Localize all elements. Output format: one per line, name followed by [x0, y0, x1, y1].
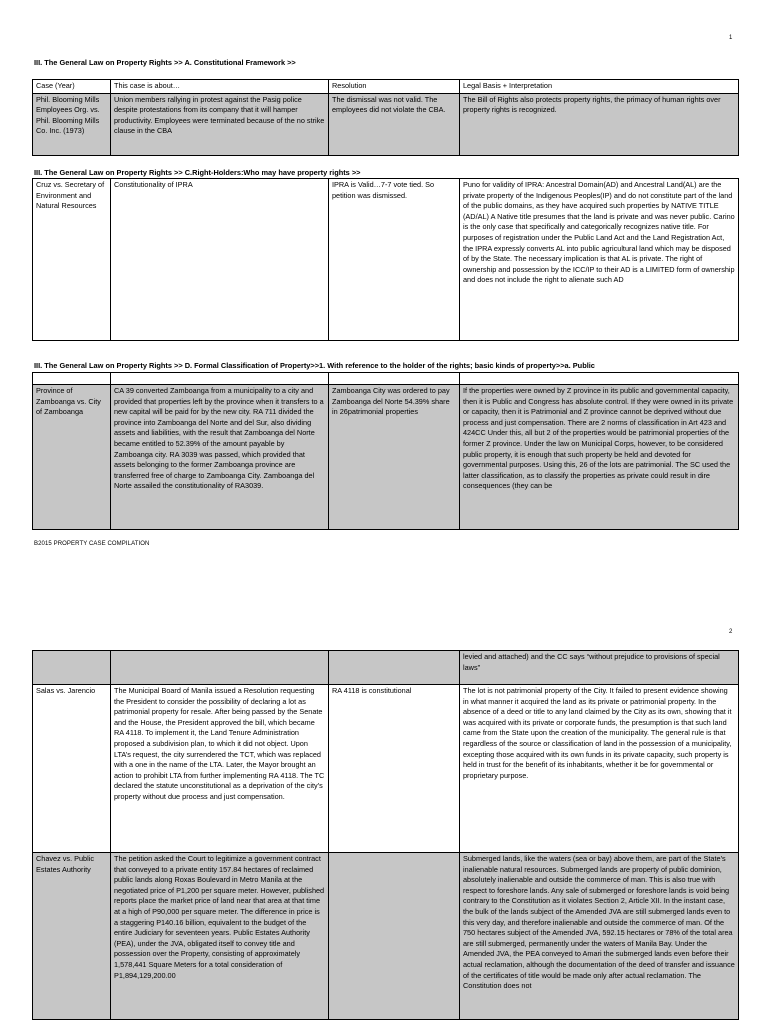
case-legal-basis: The lot is not patrimonial property of the City. It failed to present evidence showing in what manner it acquired the land as its private or patrimonial property. In the absence of a deed or title to any land claimed by the City as its own, showing that it was acquired with its private or corporate funds, the presumption is that such land came from the State upon the creation of the municipality. The general rule is that regardless of the source or classification of land in the possession of a municipality, excepting those acquired with its own funds in its private capacity, such property is held in trust for the benefit of its inhabitants, whether it be for governmental or proprietary purpose.	[460, 685, 739, 853]
table-empty-row	[33, 373, 739, 385]
header-resolution: Resolution	[329, 80, 460, 94]
table-row	[33, 685, 739, 853]
case-name: Salas vs. Jarencio	[33, 685, 111, 853]
case-about: The Municipal Board of Manila issued a Resolution requesting the President to consider the possibility of declaring a lot as patrimonial property for resale. After being passed by the Senate and the House, the President approved the bill, which became RA 4118. To implement it, the Land Tenure Administration proposed a subdivision plan, to which it did not object. Upon LTA’s request, the city surrendered the TCT, which was replaced with a one in the name of the LTA. Later, the Mayor brought an action to prohibit LTA from further implementing RA 4118. The TC declared the statute unconstitutional as a deprivation of the city’s property without due process and just compensation.	[111, 685, 329, 853]
case-legal-basis: The Bill of Rights also protects property rights, the primacy of human rights over property rights is recognized.	[460, 93, 739, 155]
table-header-row	[33, 80, 739, 94]
empty-cell	[111, 651, 329, 685]
page-number: 2	[729, 629, 733, 635]
case-table-constitutional	[32, 79, 739, 156]
case-legal-basis: Puno for validity of IPRA: Ancestral Domain(AD) and Ancestral Land(AL) are the private property of the Indigenous Peoples(IP) and do not constitute part of the land of the public domains, as they have acquired such properties by NATIVE TITLE (AD/AL) A Native title presumes that the land is private and was never public. Carino is the only case that specifically and categorically recognizes native title. For purposes of registration under the Public Land Act and the Land Registration Act, the IPRA expressly converts AL into public agricultural land which may be disposed of by the State. The necessary implication is that AL is private. The right of ownership and possession by the ICC/IP to their AD is a LIMITED form of ownership and does not include the right to alienate such AD	[460, 179, 739, 341]
case-about: Union members rallying in protest against the Pasig police despite protestations from its company that it will hamper productivity. Employees were terminated because of the no strike clause in the CBA	[111, 93, 329, 155]
case-legal-basis: Submerged lands, like the waters (sea or bay) above them, are part of the State’s inalienable natural resources. Submerged lands are property of public dominion, absolutely inalienable and outside the commerce of man. This is also true with respect to foreshore lands. Any sale of submerged or foreshore lands is void being contrary to the Constitution as it violates Section 2, Article XII. In the instant case, the bulk of the lands subject of the Amended JVA are still submerged lands even to this very day, and therefore inalienable and outside the commerce of man. Of the 750 hectares subject of the Amended JVA, 592.15 hectares or 78% of the total area are still submerged, permanently under the waters of Manila Bay. Under the Amended JVA, the PEA conveyed to Amari the submerged lands even before their actual reclamation, although the documentation of the deed of transfer and issuance of the certificates of title would be made only after actual reclamation. The Constitution does not	[460, 853, 739, 1020]
empty-cell	[329, 651, 460, 685]
header-about: This case is about…	[111, 80, 329, 94]
header-case: Case (Year)	[33, 80, 111, 94]
empty-cell	[329, 373, 460, 385]
case-about: CA 39 converted Zamboanga from a municipality to a city and provided that properties left by the province when it transfers to a new capital will be paid for by the new city. RA 711 divided the province into Zamboanga del Norte and del Sur, also dividing assets and liabilities, with the result that Zamboanga del Norte became entitled to 52.39% of the amount payable by Zamboanga city. RA 3039 was passed, which provided that assets belonging to the former Zamboanga province are transferred free of charge to Zamboanga City. Zamboanga del Norte assailed the constitutionality of RA3039.	[111, 385, 329, 530]
empty-cell	[111, 373, 329, 385]
case-table-formal-classification	[32, 372, 739, 530]
case-name: Cruz vs. Secretary of Environment and Natural Resources	[33, 179, 111, 341]
empty-cell	[33, 651, 111, 685]
page-footer: B2015 PROPERTY CASE COMPILATION	[34, 541, 150, 547]
table-row-continued	[33, 651, 739, 685]
case-legal-basis: levied and attached) and the CC says “without prejudice to provisions of special laws”	[460, 651, 739, 685]
section-heading-formal-classification: III. The General Law on Property Rights >> D. Formal Classification of Property>>1. With reference to the holder of the rights; basic kinds of property>>a. Public	[34, 361, 595, 370]
case-table-continued	[32, 650, 739, 1020]
empty-cell	[33, 373, 111, 385]
case-resolution	[329, 853, 460, 1020]
case-resolution: The dismissal was not valid. The employees did not violate the CBA.	[329, 93, 460, 155]
case-legal-basis: If the properties were owned by Z province in its public and governmental capacity, then it is Public and Congress has absolute control. If they were owned in its private or capacity, then it is Patrimonial and Z province cannot be deprived without due process and just compensation. There are 2 norms of classification in Art 423 and 424CC Under this, all but 2 of the properties would be patrimonial properties of the former Z province. Under the law on Municipal Corps, however, to be considered public property, it is enough that such property be held and devoted for governmental purposes. Using this, 26 of the lots are patrimonial. The SC used the latter classification, as to classify the properties as private could result in dire consequences (they can be	[460, 385, 739, 530]
table-row	[33, 853, 739, 1020]
case-name: Chavez vs. Public Estates Authority	[33, 853, 111, 1020]
header-legal-basis: Legal Basis + Interpretation	[460, 80, 739, 94]
table-row	[33, 179, 739, 341]
table-row	[33, 385, 739, 530]
case-name: Province of Zamboanga vs. City of Zamboanga	[33, 385, 111, 530]
table-row	[33, 93, 739, 155]
case-table-right-holders	[32, 178, 739, 341]
empty-cell	[460, 373, 739, 385]
case-name: Phil. Blooming Mills Employees Org. vs. Phil. Blooming Mills Co. Inc. (1973)	[33, 93, 111, 155]
case-resolution: Zamboanga City was ordered to pay Zamboanga del Norte 54.39% share in 26patrimonial properties	[329, 385, 460, 530]
case-resolution: RA 4118 is constitutional	[329, 685, 460, 853]
section-heading-right-holders: III. The General Law on Property Rights >> C.Right-Holders:Who may have property rights >>	[34, 168, 361, 177]
section-heading-constitutional-framework: III. The General Law on Property Rights >> A. Constitutional Framework >>	[34, 58, 296, 67]
case-about: Constitutionality of IPRA	[111, 179, 329, 341]
page-number: 1	[729, 35, 733, 41]
case-about: The petition asked the Court to legitimize a government contract that conveyed to a private entity 157.84 hectares of reclaimed public lands along Roxas Boulevard in Metro Manila at the negotiated price of P1,200 per square meter. However, published reports place the market price of land near that area at that time at a high of P90,000 per square meter. The difference in price is a staggering P140.16 billion, equivalent to the budget of the entire Judiciary for seventeen years. Public Estates Authority (PEA), under the JVA, obligated itself to convey title and possession over the Property, consisting of approximately 1,578,441 Square Meters for a total consideration of P1,894,129,200.00	[111, 853, 329, 1020]
case-resolution: IPRA is Valid…7-7 vote tied. So petition was dismissed.	[329, 179, 460, 341]
